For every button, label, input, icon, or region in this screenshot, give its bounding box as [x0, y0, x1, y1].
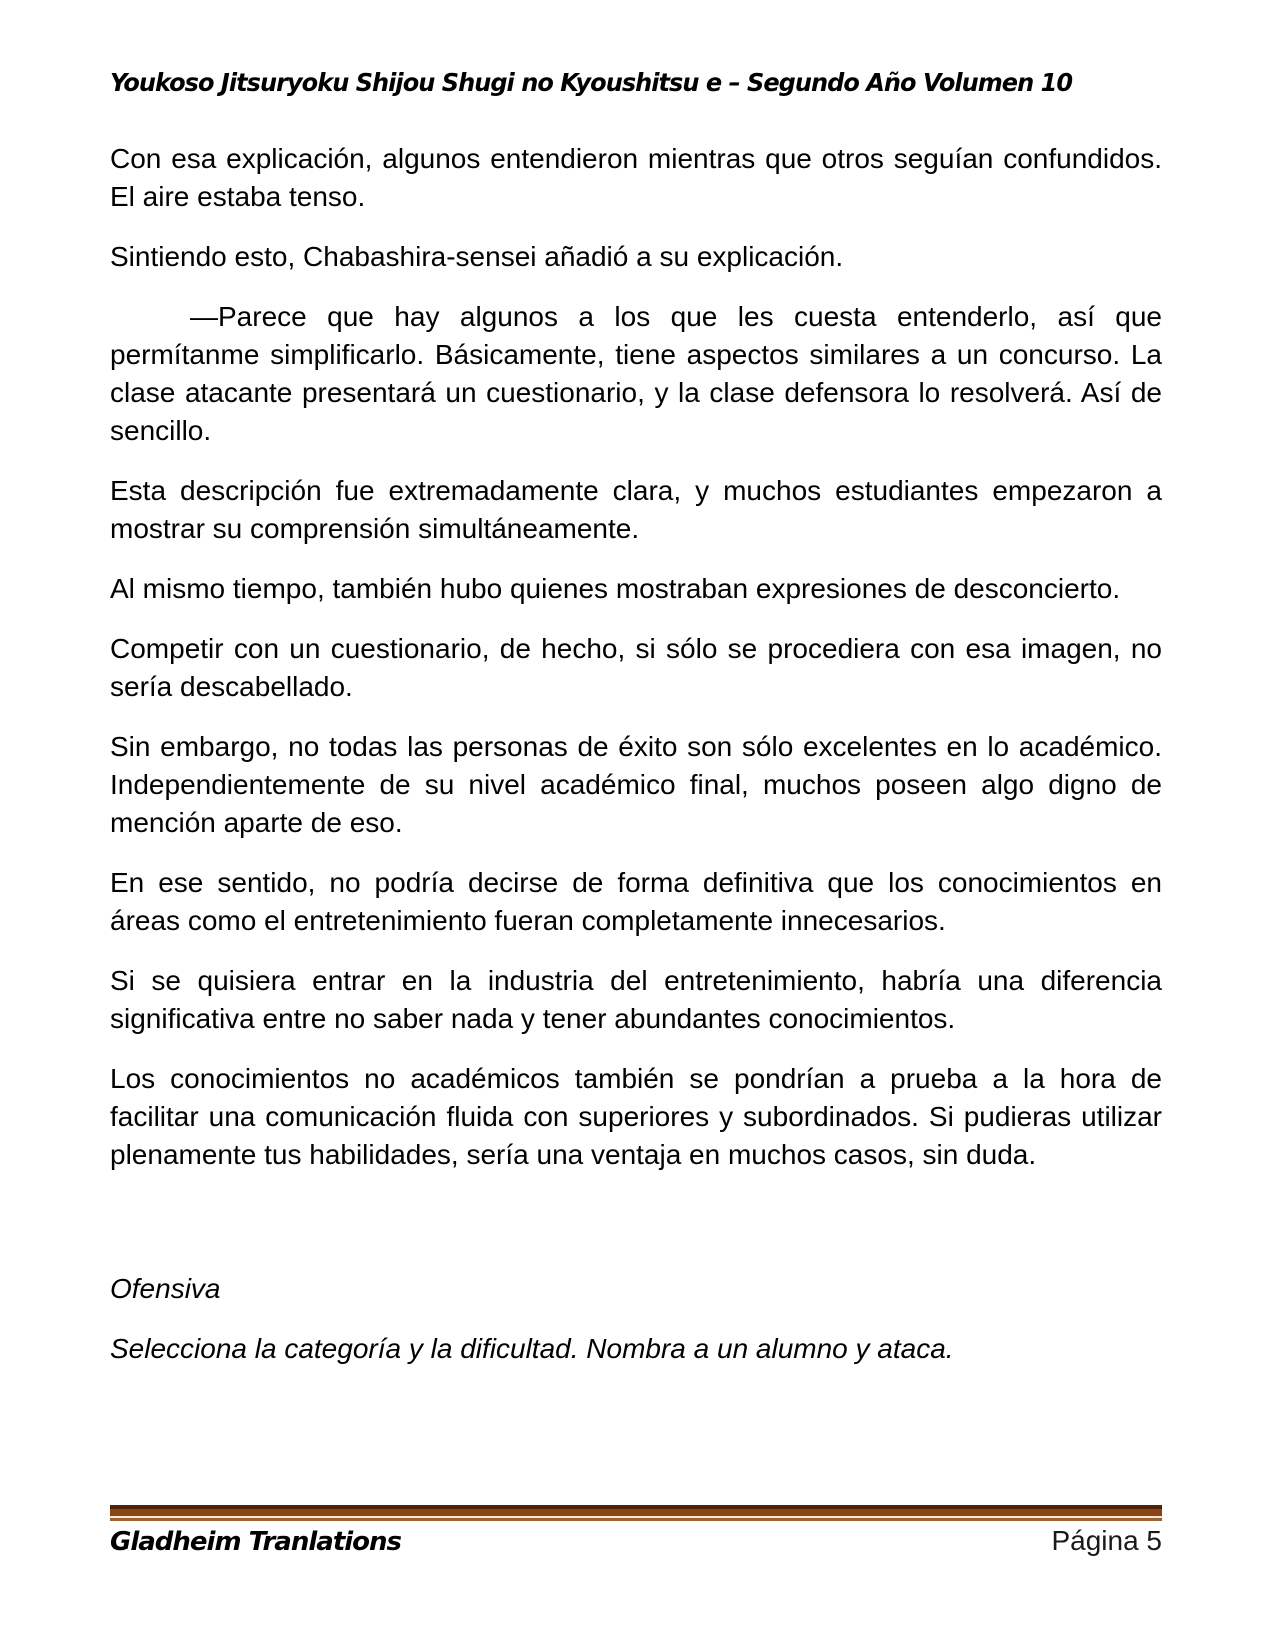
document-body — [110, 140, 1162, 1390]
footer-brand: Gladheim Tranlations — [110, 1527, 402, 1557]
page-footer — [110, 1505, 1162, 1557]
paragraph: Competir con un cuestionario, de hecho, si sólo se procediera con esa imagen, no sería descabellado. — [110, 633, 1162, 702]
footer-divider-main-bar — [110, 1509, 1162, 1516]
paragraph: Sin embargo, no todas las personas de éxito son sólo excelentes en lo académico. Independientemente de su nivel académico final, muchos poseen algo digno de mención aparte de eso. — [110, 731, 1162, 838]
section-heading-ofensiva: Ofensiva — [110, 1273, 221, 1304]
footer-page-number: Página 5 — [1051, 1525, 1162, 1556]
footer-row — [110, 1525, 1162, 1557]
paragraph: Sintiendo esto, Chabashira-sensei añadió a su explicación. — [110, 241, 844, 272]
page-header — [110, 68, 1162, 97]
paragraph: Si se quisiera entrar en la industria del entretenimiento, habría una diferencia significativa entre no saber nada y tener abundantes conocimientos. — [110, 965, 1162, 1034]
paragraph: Al mismo tiempo, también hubo quienes mostraban expresiones de desconcierto. — [110, 573, 1121, 604]
blank-line — [110, 1196, 1162, 1270]
footer-divider — [110, 1505, 1162, 1521]
paragraph: Los conocimientos no académicos también se pondrían a prueba a la hora de facilitar una comunicación fluida con superiores y subordinados. Si pudieras utilizar plenamente tus habilidades, sería una ventaja en muchos casos, sin duda. — [110, 1063, 1162, 1170]
section-subtext: Selecciona la categoría y la dificultad. Nombra a un alumno y ataca. — [110, 1333, 954, 1364]
paragraph: En ese sentido, no podría decirse de forma definitiva que los conocimientos en áreas como el entretenimiento fueran completamente innecesarios. — [110, 867, 1162, 936]
footer-divider-mid-line — [110, 1518, 1162, 1521]
page-header-title: Youkoso Jitsuryoku Shijou Shugi no Kyoushitsu e – Segundo Año Volumen 10 — [110, 68, 1073, 97]
paragraph-dialogue: —Parece que hay algunos a los que les cuesta entenderlo, así que permítanme simplificarlo. Básicamente, tiene aspectos similares a un concurso. La clase atacante presentará un cuestionario, y la clase defensora lo resolverá. Así de sencillo. — [110, 301, 1162, 446]
paragraph: Esta descripción fue extremadamente clara, y muchos estudiantes empezaron a mostrar su comprensión simultáneamente. — [110, 475, 1162, 544]
paragraph: Con esa explicación, algunos entendieron mientras que otros seguían confundidos. El aire estaba tenso. — [110, 143, 1162, 212]
